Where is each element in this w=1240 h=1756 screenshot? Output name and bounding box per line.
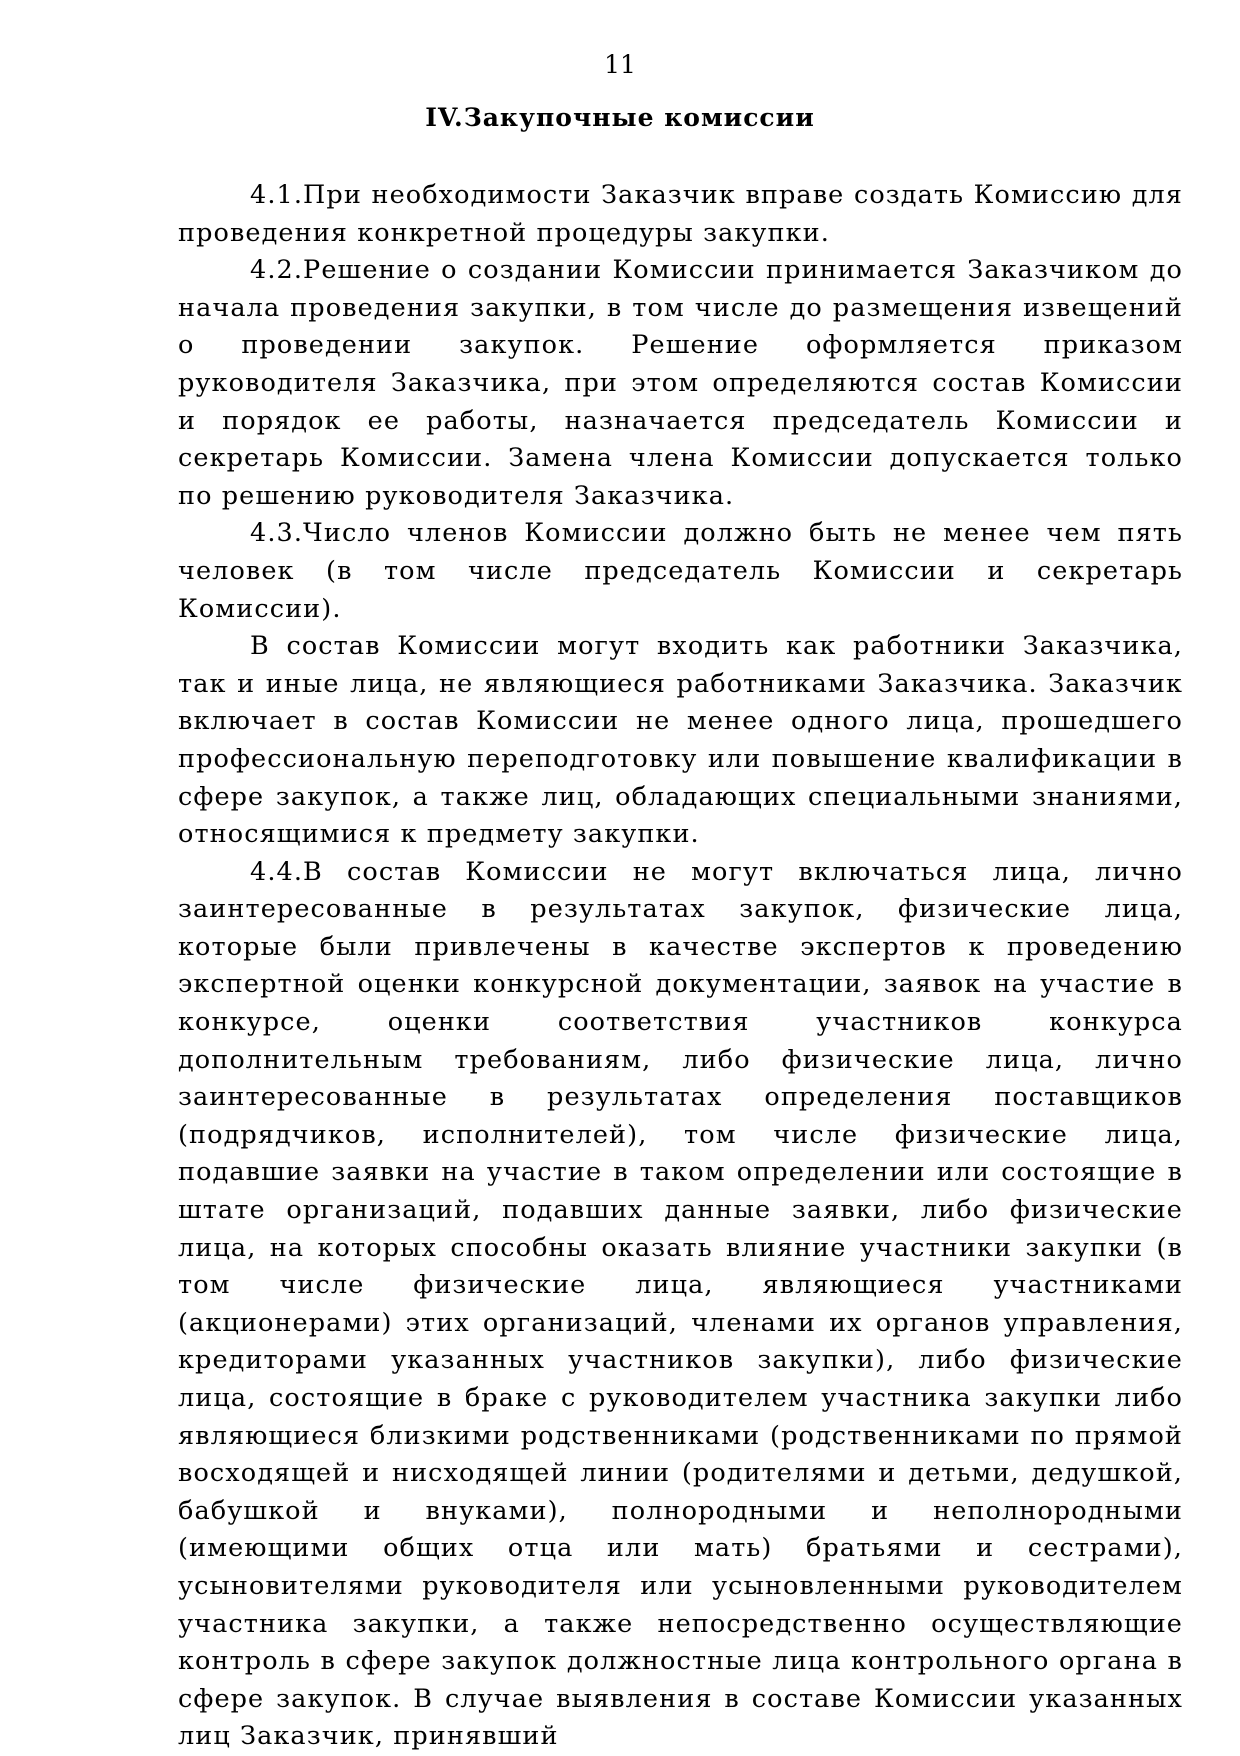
- paragraph-4-2: 4.2.Решение о создании Комиссии принимается Заказчиком до начала проведения закупки, в том числе до размещения извещений о проведении закупок. Решение оформляется приказом руководителя Заказчика, при этом определяются состав Комиссии и порядок ее работы, назначается председатель Комиссии и секретарь Комиссии. Замена члена Комиссии допускается только по решению руководителя Заказчика.: [178, 255, 1183, 511]
- body-text: [178, 177, 1183, 1756]
- paragraph-4-3: 4.3.Число членов Комиссии должно быть не менее чем пять человек (в том числе председатель Комиссии и секретарь Комиссии).: [178, 518, 1183, 624]
- paragraph-4-4: 4.4.В состав Комиссии не могут включаться лица, лично заинтересованные в результатах закупок, физические лица, которые были привлечены в качестве экспертов к проведению экспертной оценки конкурсной документации, заявок на участие в конкурсе, оценки соответствия участников конкурса дополнительным требованиям, либо физические лица, лично заинтересованные в результатах определения поставщиков (подрядчиков, исполнителей), том числе физические лица, подавшие заявки на участие в таком определении или состоящие в штате организаций, подавших данные заявки, либо физические лица, на которых способны оказать влияние участники закупки (в том числе физические лица, являющиеся участниками (акционерами) этих организаций, членами их органов управления, кредиторами указанных участников закупки), либо физические лица, состоящие в браке с руководителем участника закупки либо являющиеся близкими родственниками (родственниками по прямой восходящей и нисходящей линии (родителями и детьми, дедушкой, бабушкой и внуками), полнородными и неполнородными (имеющими общих отца или мать) братьями и сестрами), усыновителями руководителя или усыновленными руководителем участника закупки, а также непосредственно осуществляющие контроль в сфере закупок должностные лица контрольного органа в сфере закупок. В случае выявления в составе Комиссии указанных лиц Заказчик, принявший: [178, 856, 1183, 1752]
- paragraph-4-3-continued: В состав Комиссии могут входить как работники Заказчика, так и иные лица, не являющиеся работниками Заказчика. Заказчик включает в состав Комиссии не менее одного лица, прошедшего профессиональную переподготовку или повышение квалификации в сфере закупок, а также лиц, обладающих специальными знаниями, относящимися к предмету закупки.: [178, 631, 1183, 850]
- paragraph-4-1: 4.1.При необходимости Заказчик вправе создать Комиссию для проведения конкретной процедуры закупки.: [178, 180, 1183, 248]
- section-title: IV.Закупочные комиссии: [425, 103, 815, 132]
- page-number: 11: [604, 50, 636, 79]
